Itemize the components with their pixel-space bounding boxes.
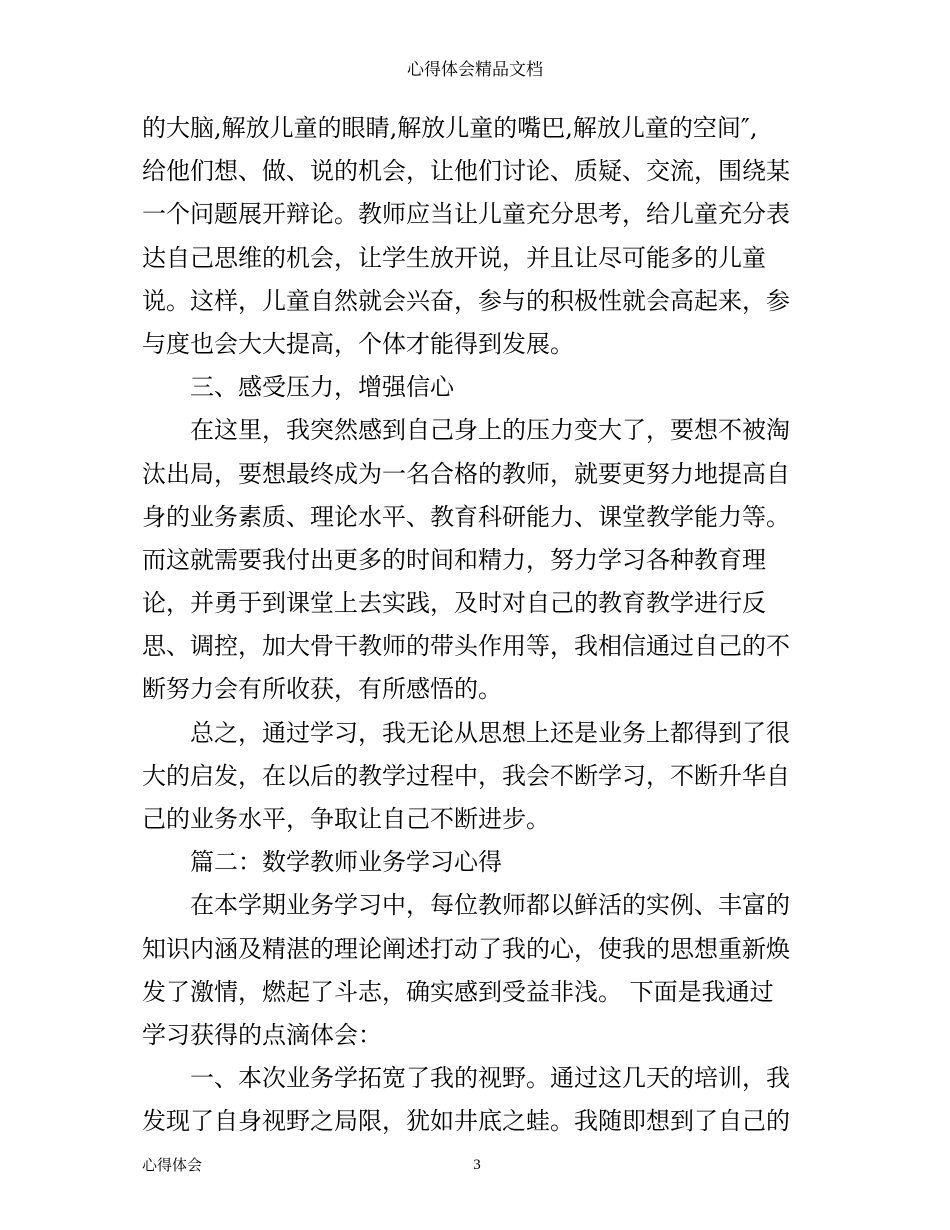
text-line: 己的业务水平，争取让自己不断进步。 (142, 805, 550, 833)
section-heading: 篇二：数学教师业务学习心得 (190, 848, 502, 877)
text-line: 一、本次业务学拓宽了我的视野。通过这几天的培训，我 (190, 1064, 790, 1093)
text-line: 与度也会大大提高，个体才能得到发展。 (142, 329, 574, 358)
text-line: 知识内涵及精湛的理论阐述打动了我的心，使我的思想重新焕 (142, 934, 790, 963)
header-title: 心得体会精品文档 (407, 60, 543, 80)
section-heading: 三、感受压力，增强信心 (190, 373, 454, 402)
text-line: 达自己思维的机会，让学生放开说，并且让尽可能多的儿童 (142, 243, 766, 272)
text-line: 身的业务素质、理论水平、教育科研能力、课堂教学能力等。 (142, 502, 790, 531)
text-line: 在这里，我突然感到自己身上的压力变大了，要想不被淘 (190, 416, 790, 445)
text-line: 汰出局，要想最终成为一名合格的教师，就要更努力地提高自 (142, 459, 790, 488)
text-line: 说。这样，儿童自然就会兴奋，参与的积极性就会高起来，参 (142, 286, 790, 315)
text-line: 断努力会有所收获，有所感悟的。 (142, 675, 502, 704)
text-line: 一个问题展开辩论。教师应当让儿童充分思考，给儿童充分表 (142, 200, 790, 229)
body-text (142, 107, 812, 1144)
text-line: 发了激情，燃起了斗志，确实感到受益非浅。 下面是我通过 (142, 977, 774, 1006)
text-line: 在本学期业务学习中，每位教师都以鲜活的实例、丰富的 (190, 891, 790, 920)
text-line: 思、调控，加大骨干教师的带头作用等，我相信通过自己的不 (142, 632, 790, 661)
text-line: 给他们想、做、说的机会，让他们讨论、质疑、交流，围绕某 (142, 157, 790, 186)
text-line: 大的启发，在以后的教学过程中，我会不断学习，不断升华自 (142, 761, 790, 790)
text-line: 而这就需要我付出更多的时间和精力，努力学习各种教育理 (142, 545, 766, 574)
page-number: 3 (473, 1157, 481, 1173)
text-line: 学习获得的点滴体会： (142, 1020, 382, 1049)
text-line: 总之，通过学习，我无论从思想上还是业务上都得到了很 (190, 718, 790, 747)
text-line: 的大脑,解放儿童的眼睛,解放儿童的嘴巴,解放儿童的空间″, (142, 114, 758, 142)
text-line: 论，并勇于到课堂上去实践，及时对自己的教育教学进行反 (142, 589, 766, 618)
footer-label: 心得体会 (142, 1156, 203, 1174)
text-line: 发现了自身视野之局限，犹如井底之蛙。我随即想到了自己的 (142, 1107, 790, 1136)
